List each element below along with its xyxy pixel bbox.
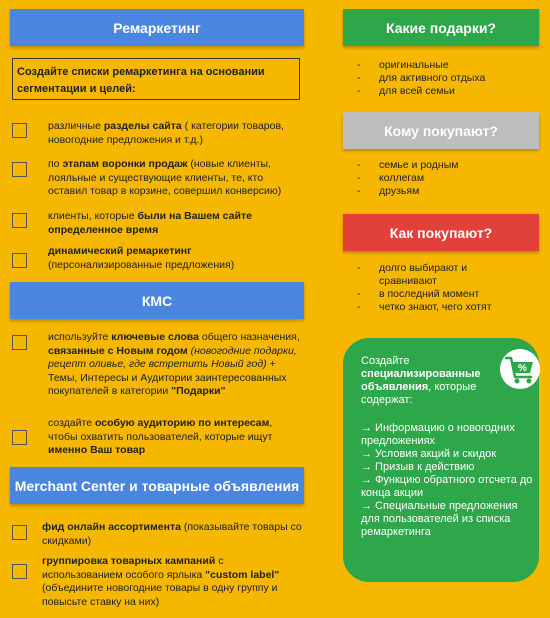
- svg-text:%: %: [518, 363, 527, 374]
- ads-points: [361, 422, 537, 539]
- checkbox[interactable]: [12, 123, 27, 138]
- remarketing-item-3: клиенты, которые были на Вашем сайте определенное время: [12, 210, 302, 238]
- list-item: - оригинальные: [357, 59, 449, 71]
- checkbox[interactable]: [12, 213, 27, 228]
- who-list: [357, 159, 537, 198]
- gifts-list: [357, 59, 537, 98]
- merchant-item-1: фид онлайн ассортимента (показывайте товары со скидками): [12, 521, 302, 549]
- list-item: → Условия акций и скидок: [361, 448, 497, 460]
- list-item: - семье и родным: [357, 159, 459, 171]
- how-banner: [343, 214, 539, 251]
- checkbox[interactable]: [12, 162, 27, 177]
- who-title: Кому покупают?: [384, 122, 498, 139]
- merchant-banner: [10, 467, 304, 504]
- shopping-cart-discount-icon: [500, 349, 540, 389]
- kms-item-1: используйте ключевые слова общего назначения, связанные с Новым годом (новогодние подарки, рецепт оливье, где встретить Новый год) + Темы, Интересы и Аудитории заинтересованных покупателей в категории "Подарки": [12, 331, 302, 411]
- list-item: - для активного отдыха: [357, 72, 486, 84]
- how-title: Как покупают?: [389, 224, 493, 241]
- list-item: - в последний момент: [357, 288, 480, 300]
- remarketing-title: Ремаркетинг: [113, 19, 201, 36]
- ads-intro: Создайте специализированные объявления, которые содержат:: [361, 355, 481, 406]
- list-item: → Специальные предложения для пользователей из списка ремаркетинга: [361, 500, 518, 538]
- merchant-item-2: группировка товарных кампаний с использованием особого ярлыка "custom label" (объедините новогодние товары в одну группу и повысьте ставку на них): [12, 555, 302, 609]
- gifts-banner: [343, 9, 539, 46]
- gifts-title: Какие подарки?: [385, 19, 496, 36]
- kms-banner: [10, 282, 304, 319]
- checkbox[interactable]: [12, 564, 27, 579]
- kms-title: КМС: [141, 292, 173, 309]
- remarketing-item-2: по этапам воронки продаж (новые клиенты, лояльные и существующие клиенты, те, кто оставил товар в корзине, совершил конверсию): [12, 158, 302, 202]
- list-item: - коллегам: [357, 172, 425, 184]
- remarketing-item-1: различные разделы сайта ( категории товаров, новогодние предложения и т.д.): [12, 120, 302, 152]
- remarketing-intro: Создайте списки ремаркетинга на основании сегментации и целей:: [12, 58, 300, 100]
- checkbox[interactable]: [12, 525, 27, 540]
- remarketing-item-4: динамический ремаркетинг (персонализированные предложения): [12, 245, 302, 273]
- checkbox[interactable]: [12, 253, 27, 268]
- list-item: - четко знают, чего хотят: [357, 301, 492, 313]
- list-item: → Функцию обратного отсчета до конца акции: [361, 474, 533, 499]
- list-item: - долго выбирают и сравнивают: [357, 262, 468, 287]
- list-item: → Призыв к действию: [361, 461, 475, 473]
- list-item: - для всей семьи: [357, 85, 455, 97]
- checkbox[interactable]: [12, 335, 27, 350]
- who-banner: [343, 112, 539, 149]
- how-list: [357, 262, 517, 314]
- remarketing-banner: [10, 9, 304, 46]
- checkbox[interactable]: [12, 430, 27, 445]
- merchant-title: Merchant Center и товарные объявления: [14, 477, 300, 494]
- kms-item-2: создайте особую аудиторию по интересам, чтобы охватить пользователей, которые ищут именно Ваш товар: [12, 417, 302, 457]
- list-item: - друзьям: [357, 185, 420, 197]
- list-item: → Информацию о новогодних предложениях: [361, 422, 515, 447]
